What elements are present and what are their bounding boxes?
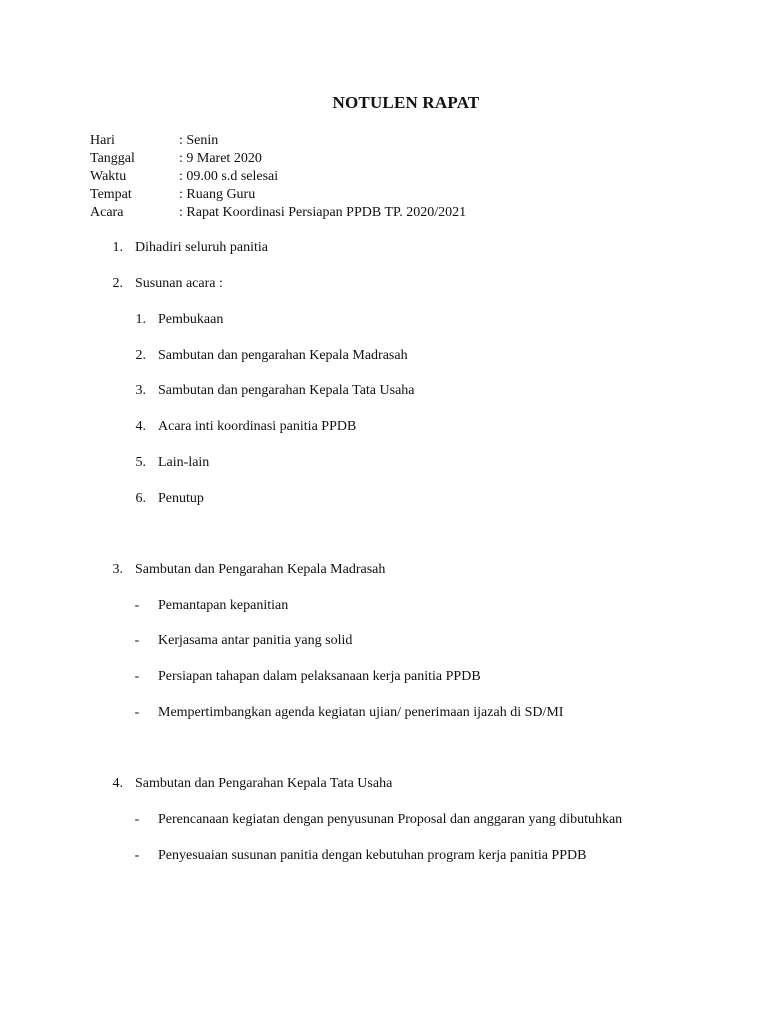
meta-value: : Ruang Guru [179, 187, 256, 202]
sublist-number: 4. [135, 419, 146, 434]
sublist-item-text: Penutup [158, 491, 204, 506]
list-number: 1. [112, 240, 123, 255]
meta-row-hari [90, 132, 466, 150]
meta-key: Tanggal [90, 151, 135, 166]
meta-key: Hari [90, 133, 115, 148]
bullet-item-text: Kerjasama antar panitia yang solid [158, 633, 353, 648]
list-item-text: Dihadiri seluruh panitia [135, 240, 268, 255]
list-number: 3. [112, 562, 123, 577]
meta-value: : Senin [179, 133, 219, 148]
meeting-info [90, 132, 466, 222]
sublist-number: 6. [135, 491, 146, 506]
bullet-dash: - [134, 669, 140, 684]
bullet-item-text: Pemantapan kepanitian [158, 598, 289, 613]
sublist-item-text: Pembukaan [158, 312, 224, 327]
meta-row-tanggal [90, 150, 466, 168]
document-title: NOTULEN RAPAT [332, 93, 480, 112]
bullet-item-text: Penyesuaian susunan panitia dengan kebutuhan program kerja panitia PPDB [158, 848, 587, 863]
sublist-number: 2. [135, 348, 146, 363]
meta-key: Tempat [90, 187, 132, 202]
meta-row-acara [90, 204, 466, 222]
bullet-dash: - [134, 812, 140, 827]
meta-row-waktu [90, 168, 466, 186]
meta-value: : 9 Maret 2020 [179, 151, 262, 166]
meta-key: Acara [90, 205, 124, 220]
bullet-item-text: Mempertimbangkan agenda kegiatan ujian/ penerimaan ijazah di SD/MI [158, 705, 564, 720]
list-number: 4. [112, 776, 123, 791]
meta-value: : 09.00 s.d selesai [179, 169, 279, 184]
list-item-text: Sambutan dan Pengarahan Kepala Madrasah [135, 562, 386, 577]
bullet-dash: - [134, 848, 140, 863]
list-item-text: Sambutan dan Pengarahan Kepala Tata Usaha [135, 776, 393, 791]
bullet-item-text: Persiapan tahapan dalam pelaksanaan kerja panitia PPDB [158, 669, 481, 684]
meta-row-tempat [90, 186, 466, 204]
sublist-item-text: Sambutan dan pengarahan Kepala Tata Usaha [158, 383, 415, 398]
bullet-item-text: Perencanaan kegiatan dengan penyusunan Proposal dan anggaran yang dibutuhkan [158, 812, 623, 827]
sublist-number: 3. [135, 383, 146, 398]
sublist-item-text: Acara inti koordinasi panitia PPDB [158, 419, 357, 434]
sublist-number: 1. [135, 312, 146, 327]
meta-value: : Rapat Koordinasi Persiapan PPDB TP. 2020/2021 [179, 205, 467, 220]
sublist-item-text: Lain-lain [158, 455, 210, 470]
list-number: 2. [112, 276, 123, 291]
sublist-item-text: Sambutan dan pengarahan Kepala Madrasah [158, 348, 408, 363]
sublist-number: 5. [135, 455, 146, 470]
bullet-dash: - [134, 705, 140, 720]
bullet-dash: - [134, 598, 140, 613]
bullet-dash: - [134, 633, 140, 648]
list-item-text: Susunan acara : [135, 276, 223, 291]
meta-key: Waktu [90, 169, 127, 184]
